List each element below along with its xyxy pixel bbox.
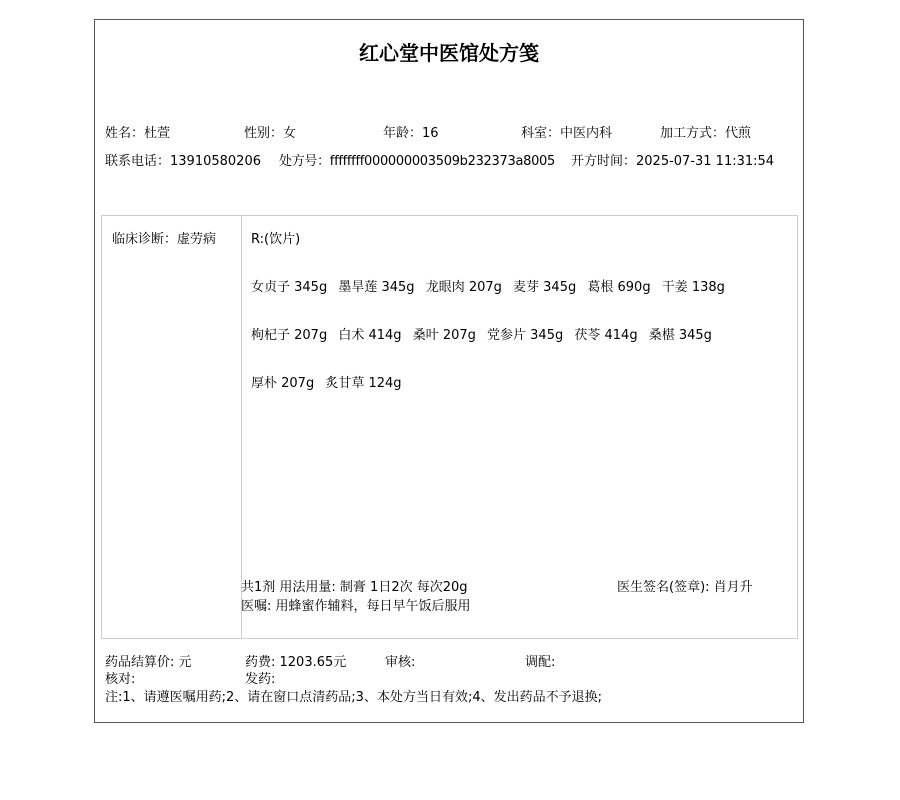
herb-item: 枸杞子 207g [251, 328, 328, 343]
page-title: 红心堂中医馆处方笺 [359, 41, 539, 65]
herb-item: 炙甘草 124g [325, 376, 402, 391]
rx-number: 处方号：ffffffff000000003509b232373a8005 [279, 154, 555, 169]
prescription-sheet [94, 19, 804, 723]
herb-row-1 [251, 276, 732, 295]
herb-item: 葛根 690g [587, 280, 651, 295]
check-field: 核对: [105, 672, 136, 687]
doctor-signature: 医生签名(签章): 肖月升 [617, 580, 753, 595]
herb-item: 桑叶 207g [412, 328, 476, 343]
patient-gender: 性别：女 [244, 126, 297, 141]
herb-item: 干姜 138g [661, 280, 725, 295]
dispense-prep-field: 调配: [525, 655, 556, 670]
clinical-diagnosis: 临床诊断：虚劳病 [112, 232, 217, 247]
deliver-field: 发药: [245, 672, 276, 687]
review-field: 审核: [385, 655, 416, 670]
processing-method: 加工方式：代煎 [660, 126, 752, 141]
rx-time: 开方时间：2025-07-31 11:31:54 [571, 154, 775, 169]
herb-item: 女贞子 345g [251, 280, 328, 295]
department: 科室：中医内科 [521, 126, 613, 141]
patient-age: 年龄：16 [383, 126, 439, 141]
notice-text: 注:1、请遵医嘱用药;2、请在窗口点清药品;3、本处方当日有效;4、发出药品不予退换; [105, 690, 602, 705]
settlement-price: 药品结算价: 元 [105, 655, 192, 670]
herb-item: 墨旱莲 345g [338, 280, 415, 295]
rx-header: R:(饮片) [251, 232, 301, 247]
prescription-body [101, 215, 798, 639]
herb-row-2 [251, 324, 719, 343]
herb-row-3 [251, 372, 409, 391]
herb-item: 白术 414g [338, 328, 402, 343]
patient-name: 姓名：杜萱 [105, 126, 171, 141]
herb-item: 茯苓 414g [574, 328, 638, 343]
herb-item: 桑椹 345g [648, 328, 712, 343]
usage-dosage: 共1剂 用法用量: 制膏 1日2次 每次20g [241, 580, 468, 595]
herb-item: 龙眼肉 207g [425, 280, 502, 295]
herb-item: 麦芽 345g [513, 280, 577, 295]
medical-advice: 医嘱: 用蜂蜜作辅料，每日早午饭后服用 [241, 599, 471, 614]
contact-phone: 联系电话：13910580206 [105, 154, 261, 169]
herb-item: 厚朴 207g [251, 376, 315, 391]
herb-item: 党参片 345g [487, 328, 564, 343]
column-divider [241, 216, 242, 638]
medicine-fee: 药费: 1203.65元 [245, 655, 347, 670]
